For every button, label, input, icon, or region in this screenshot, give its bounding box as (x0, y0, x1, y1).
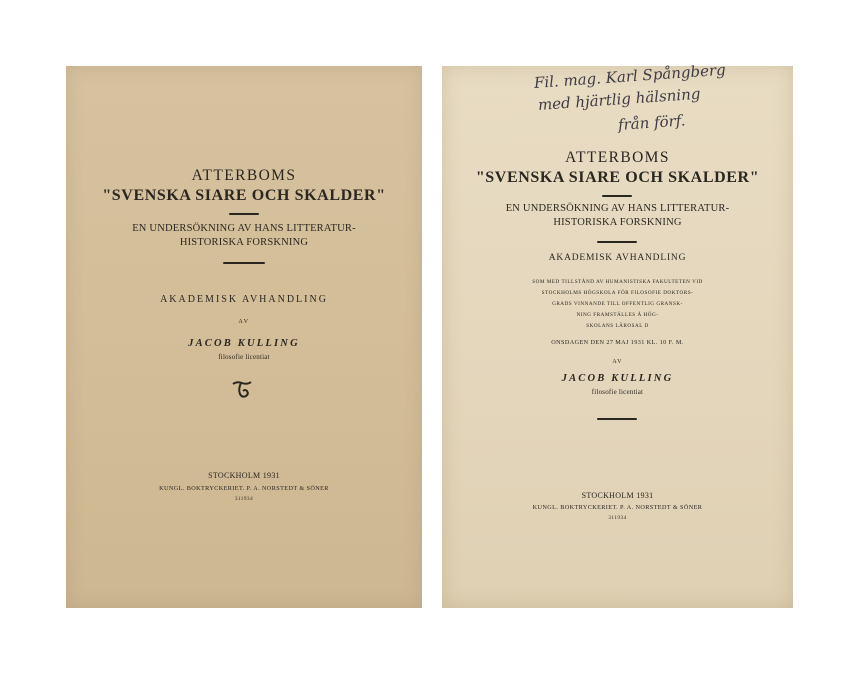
date-line: ONSDAGEN DEN 27 MAJ 1931 KL. 10 F. M. (551, 339, 684, 346)
inscription-line-1: Fil. mag. Karl Spångberg (533, 60, 727, 92)
cover-by: AV (238, 318, 250, 325)
title-printer: KUNGL. BOKTRYCKERIET. P. A. NORSTEDT & SÖNER (532, 504, 703, 511)
permission-line-4: NING FRAMSTÄLLES Å HÖG- (576, 312, 659, 318)
cover-city-year: STOCKHOLM 1931 (208, 471, 280, 480)
title-author: JACOB KULLING (561, 373, 674, 384)
cover-title-line2: "SVENSKA SIARE OCH SKALDER" (102, 187, 386, 204)
inscription-line-3: från förf. (617, 111, 687, 134)
title-city-year: STOCKHOLM 1931 (581, 491, 654, 500)
title-line2: "SVENSKA SIARE OCH SKALDER" (475, 169, 760, 186)
cover-author: JACOB KULLING (188, 338, 300, 349)
cover-thesis-label: AKADEMISK AVHANDLING (160, 294, 328, 305)
cover-title-line1: ATTERBOMS (191, 167, 297, 184)
printer-emblem-icon (231, 380, 253, 400)
permission-line-1: SOM MED TILLSTÅND AV HUMANISTISKA FAKULTETEN VID (532, 279, 703, 285)
title-bottom-rule (597, 418, 637, 420)
permission-line-5: SKOLANS LÄROSAL D (586, 323, 649, 329)
title-author-title: filosofie licentiat (591, 388, 644, 396)
cover-subtitle-line1: EN UNDERSÖKNING AV HANS LITTERATUR- (132, 223, 356, 234)
permission-line-2: STOCKHOLMS HÖGSKOLA FÖR FILOSOFIE DOKTORS- (541, 290, 694, 296)
cover-ornament-rule (223, 262, 265, 264)
cover-print-number: 311934 (234, 496, 254, 502)
inscription-line-2: med hjärtlig hälsning (537, 84, 701, 114)
title-page (442, 60, 793, 608)
title-ornament-rule (597, 241, 637, 243)
title-divider (602, 195, 632, 197)
title-print-number: 311934 (608, 515, 627, 521)
subtitle-line2: HISTORISKA FORSKNING (553, 217, 682, 228)
title-line1: ATTERBOMS (565, 149, 670, 166)
subtitle-line1: EN UNDERSÖKNING AV HANS LITTERATUR- (505, 203, 730, 214)
cover-printer: KUNGL. BOKTRYCKERIET. P. A. NORSTEDT & SÖNER (159, 485, 329, 492)
permission-line-3: GRADS VINNANDE TILL OFFENTLIG GRANSK- (552, 301, 683, 307)
cover-divider (229, 213, 259, 215)
cover-subtitle-line2: HISTORISKA FORSKNING (179, 237, 309, 248)
cover-author-title: filosofie licentiat (218, 353, 270, 361)
book-cover (66, 66, 422, 608)
title-by: AV (612, 358, 623, 365)
thesis-label: AKADEMISK AVHANDLING (548, 253, 687, 263)
